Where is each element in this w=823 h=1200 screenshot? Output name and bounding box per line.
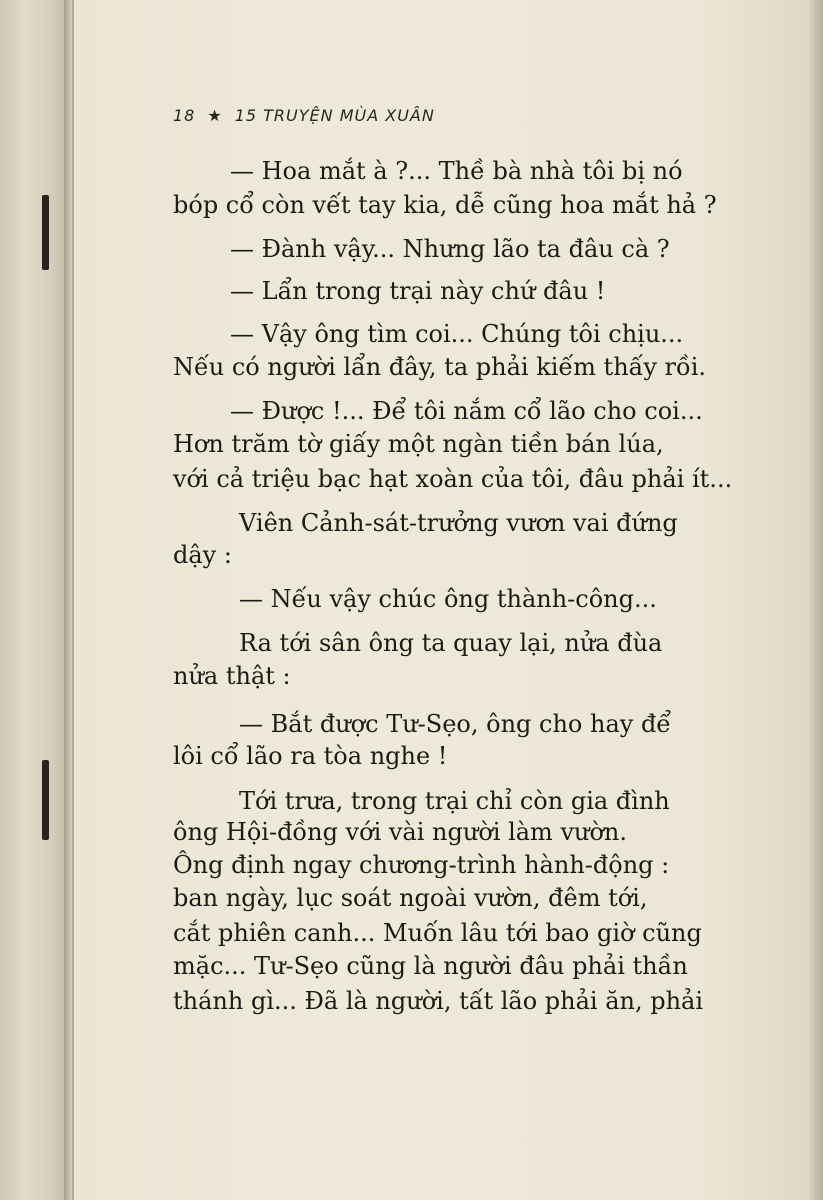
text-line: — Hoa mắt à ?... Thề bà nhà tôi bị nó [230, 157, 683, 185]
page-number: 18 [173, 106, 196, 125]
text-line: — Đành vậy... Nhưng lão ta đâu cà ? [230, 235, 670, 263]
text-line: bóp cổ còn vết tay kia, dễ cũng hoa mắt hả ? [173, 191, 717, 219]
text-line: lôi cổ lão ra tòa nghe ! [173, 742, 448, 770]
page-binding [0, 0, 74, 1200]
text-line: — Lẩn trong trại này chứ đâu ! [230, 277, 606, 305]
text-line: dậy : [173, 541, 232, 569]
text-line: nửa thật : [173, 662, 291, 690]
running-header [173, 106, 435, 125]
text-line: Nếu có người lẩn đây, ta phải kiếm thấy rồi. [173, 353, 707, 381]
text-line: mặc... Tư-Sẹo cũng là người đâu phải thần [173, 952, 688, 980]
text-line: — Nếu vậy chúc ông thành-công... [239, 585, 657, 613]
text-line: ban ngày, lục soát ngoài vườn, đêm tới, [173, 884, 648, 912]
staple-bottom [42, 760, 49, 840]
text-line: Viên Cảnh-sát-trưởng vươn vai đứng [239, 509, 678, 537]
text-line: — Bắt được Tư-Sẹo, ông cho hay để [239, 710, 672, 738]
text-line: Ra tới sân ông ta quay lại, nửa đùa [239, 629, 663, 657]
text-line: Ông định ngay chương-trình hành-động : [173, 851, 670, 879]
book-title: 15 TRUYỆN MÙA XUÂN [234, 106, 435, 125]
text-line: Tới trưa, trong trại chỉ còn gia đình [239, 787, 670, 815]
text-line: — Vậy ông tìm coi... Chúng tôi chịu... [230, 320, 684, 348]
text-line: cắt phiên canh... Muốn lâu tới bao giờ cũng [173, 919, 702, 947]
text-line: — Được !... Để tôi nắm cổ lão cho coi... [230, 397, 703, 425]
text-line: với cả triệu bạc hạt xoàn của tôi, đâu phải ít... [173, 465, 733, 493]
page-edge [809, 0, 823, 1200]
staple-top [42, 195, 49, 270]
text-line: ông Hội-đồng với vài người làm vườn. [173, 818, 627, 846]
text-line: thánh gì... Đã là người, tất lão phải ăn, phải [173, 987, 704, 1015]
star-icon: ★ [207, 106, 223, 125]
text-line: Hơn trăm tờ giấy một ngàn tiền bán lúa, [173, 430, 664, 458]
binding-fold [64, 0, 72, 1200]
